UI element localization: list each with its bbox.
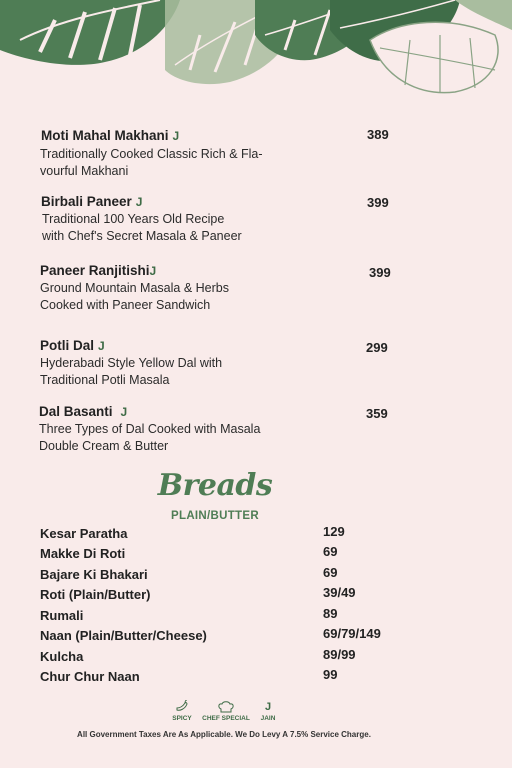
dish-name: Birbali Paneer J (41, 194, 143, 209)
bread-name: Naan (Plain/Butter/Cheese) (40, 628, 207, 643)
jain-icon: J (98, 339, 105, 353)
chili-icon (174, 700, 190, 713)
bread-name: Bajare Ki Bhakari (40, 567, 148, 582)
dish-price: 359 (366, 406, 388, 421)
jain-icon: J (120, 405, 128, 419)
bread-price: 39/49 (323, 585, 356, 600)
dish-description: Traditional 100 Years Old Recipe with Chef's Secret Masala & Paneer (42, 212, 242, 243)
bread-price: 69 (323, 544, 338, 559)
dish-description: Ground Mountain Masala & Herbs Cooked with Paneer Sandwich (40, 281, 229, 312)
bread-price: 89/99 (323, 647, 356, 662)
dish-price: 399 (367, 195, 389, 210)
dish-price: 299 (366, 340, 388, 355)
legend-spicy: SPICY (168, 700, 196, 722)
jain-icon: J (172, 129, 180, 143)
bread-item (0, 526, 512, 546)
bread-name: Makke Di Roti (40, 546, 126, 561)
bread-price: 69/79/149 (323, 626, 381, 641)
dish-description: Traditionally Cooked Classic Rich & Fla- vourful Makhani (40, 147, 263, 178)
bread-item (0, 628, 512, 648)
bread-price: 99 (323, 667, 338, 682)
bread-name: Kesar Paratha (40, 526, 128, 541)
bread-item (0, 567, 512, 587)
dish-name: Paneer RanjitishiJ (40, 263, 157, 278)
dish-price: 389 (367, 127, 389, 142)
bread-name: Kulcha (40, 649, 84, 664)
legend (0, 700, 512, 730)
bread-price: 129 (323, 524, 345, 539)
monstera-leaves-decoration (0, 0, 512, 100)
dish-price: 399 (369, 265, 391, 280)
legend-chef-special: CHEF SPECIAL (200, 700, 252, 722)
bread-item (0, 649, 512, 669)
section-title-breads: Breads (157, 468, 273, 503)
bread-item (0, 608, 512, 628)
bread-name: Roti (Plain/Butter) (40, 587, 151, 602)
leaf-left-icon (0, 0, 180, 65)
jain-icon: J (135, 195, 143, 209)
dish-name: Moti Mahal Makhani J (41, 128, 180, 143)
bread-name: Chur Chur Naan (40, 669, 140, 684)
jain-icon: J (264, 701, 272, 713)
jain-icon: J (149, 264, 157, 278)
dish-name: Potli Dal J (40, 338, 105, 353)
tax-note: All Government Taxes Are As Applicable. We Do Levy A 7.5% Service Charge. (77, 730, 371, 739)
dish-name: Dal Basanti J (39, 404, 128, 419)
bread-price: 69 (323, 565, 338, 580)
legend-jain: J JAIN (258, 700, 278, 722)
bread-item (0, 546, 512, 566)
dish-description: Three Types of Dal Cooked with Masala Double Cream & Butter (39, 422, 261, 453)
bread-name: Rumali (40, 608, 84, 623)
chef-hat-icon (217, 700, 235, 713)
dish-description: Hyderabadi Style Yellow Dal with Traditional Potli Masala (40, 356, 223, 387)
bread-item (0, 587, 512, 607)
bread-item (0, 669, 512, 689)
section-subtitle: PLAIN/BUTTER (171, 510, 259, 522)
bread-price: 89 (323, 606, 338, 621)
